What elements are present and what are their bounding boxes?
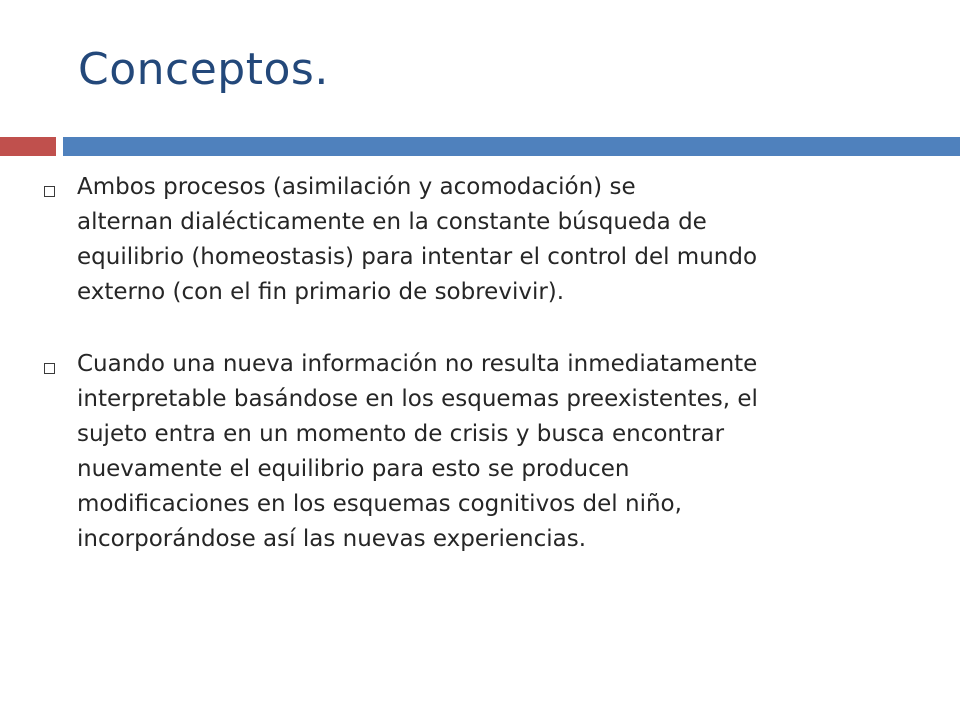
bullet-1-line-4: externo (con el fin primario de sobrevivir). <box>77 279 565 305</box>
bullet-2-line-4: nuevamente el equilibrio para esto se producen <box>77 456 630 482</box>
bullet-2-line-2: interpretable basándose en los esquemas preexistentes, el <box>77 386 758 412</box>
bullet-2-line-3: sujeto entra en un momento de crisis y busca encontrar <box>77 421 725 447</box>
hollow-square-icon <box>44 363 55 374</box>
bullet-1-line-1: Ambos procesos (asimilación y acomodación) se <box>77 174 636 200</box>
accent-bar-red <box>0 137 56 156</box>
bullet-2-line-1: Cuando una nueva información no resulta inmediatamente <box>77 351 758 377</box>
bullet-1-line-2: alternan dialécticamente en la constante búsqueda de <box>77 209 707 235</box>
accent-bar-blue <box>63 137 960 156</box>
slide-title: Conceptos. <box>78 44 329 95</box>
bullet-list <box>44 170 924 557</box>
bullet-2-line-5: modificaciones en los esquemas cognitivos del niño, <box>77 491 682 517</box>
bullet-1-line-3: equilibrio (homeostasis) para intentar el control del mundo <box>77 244 758 270</box>
bullet-2-line-6: incorporándose así las nuevas experiencias. <box>77 526 587 552</box>
hollow-square-icon <box>44 186 55 197</box>
bullet-item-2 <box>44 347 924 557</box>
bullet-item-1 <box>44 170 924 310</box>
